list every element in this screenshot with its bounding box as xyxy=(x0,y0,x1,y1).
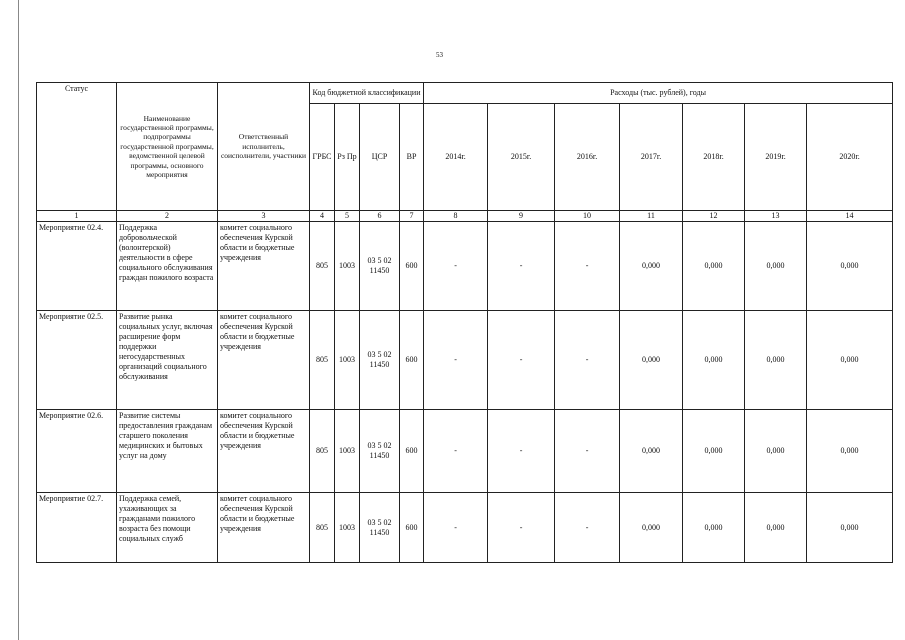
row-value: - xyxy=(555,493,620,563)
table-row xyxy=(37,410,893,493)
row-csr: 03 5 02 11450 xyxy=(360,222,400,311)
row-value: 0,000 xyxy=(807,410,893,493)
column-number: 9 xyxy=(488,211,555,222)
column-number-row xyxy=(37,211,893,222)
column-number: 12 xyxy=(683,211,745,222)
row-value: - xyxy=(555,311,620,410)
column-number: 10 xyxy=(555,211,620,222)
row-executor: комитет социального обеспечения Курской области и бюджетные учреждения xyxy=(218,222,310,311)
row-value: - xyxy=(488,222,555,311)
header-year: 2016г. xyxy=(555,104,620,211)
header-row-1 xyxy=(37,83,893,104)
row-executor: комитет социального обеспечения Курской области и бюджетные учреждения xyxy=(218,410,310,493)
header-executor: Ответственный исполнитель, соисполнители, участники xyxy=(218,83,310,211)
header-year: 2014г. xyxy=(424,104,488,211)
row-status: Мероприятие 02.6. xyxy=(37,410,117,493)
row-status: Мероприятие 02.7. xyxy=(37,493,117,563)
row-csr: 03 5 02 11450 xyxy=(360,311,400,410)
row-grbs: 805 xyxy=(310,493,335,563)
row-status: Мероприятие 02.4. xyxy=(37,222,117,311)
row-value: - xyxy=(488,311,555,410)
column-number: 11 xyxy=(620,211,683,222)
row-grbs: 805 xyxy=(310,311,335,410)
row-executor: комитет социального обеспечения Курской области и бюджетные учреждения xyxy=(218,493,310,563)
column-number: 2 xyxy=(117,211,218,222)
row-grbs: 805 xyxy=(310,222,335,311)
row-value: - xyxy=(424,493,488,563)
header-year: 2017г. xyxy=(620,104,683,211)
row-name: Поддержка добровольческой (волонтерской) деятельности в сфере социального обслуживания граждан пожилого возраста xyxy=(117,222,218,311)
column-number: 3 xyxy=(218,211,310,222)
column-number: 13 xyxy=(745,211,807,222)
column-number: 1 xyxy=(37,211,117,222)
row-value: 0,000 xyxy=(807,493,893,563)
row-grbs: 805 xyxy=(310,410,335,493)
column-number: 8 xyxy=(424,211,488,222)
table-row xyxy=(37,311,893,410)
header-name: Наименование государственной программы, подпрограммы государственной программы, ведомственной целевой программы, основного мероприятия xyxy=(117,83,218,211)
column-number: 4 xyxy=(310,211,335,222)
row-csr: 03 5 02 11450 xyxy=(360,493,400,563)
header-year: 2019г. xyxy=(745,104,807,211)
row-rzpr: 1003 xyxy=(335,410,360,493)
row-value: 0,000 xyxy=(620,222,683,311)
header-year: 2020г. xyxy=(807,104,893,211)
table-row xyxy=(37,493,893,563)
row-rzpr: 1003 xyxy=(335,311,360,410)
header-budget-code: Код бюджетной классификации xyxy=(310,83,424,104)
row-value: 0,000 xyxy=(620,410,683,493)
header-status: Статус xyxy=(37,83,117,211)
header-csr: ЦСР xyxy=(360,104,400,211)
row-csr: 03 5 02 11450 xyxy=(360,410,400,493)
row-value: - xyxy=(555,222,620,311)
row-value: - xyxy=(488,410,555,493)
row-status: Мероприятие 02.5. xyxy=(37,311,117,410)
column-number: 7 xyxy=(400,211,424,222)
row-vr: 600 xyxy=(400,410,424,493)
row-value: 0,000 xyxy=(683,410,745,493)
header-expenses: Расходы (тыс. рублей), годы xyxy=(424,83,893,104)
row-vr: 600 xyxy=(400,493,424,563)
row-value: 0,000 xyxy=(807,311,893,410)
column-number: 6 xyxy=(360,211,400,222)
row-value: 0,000 xyxy=(745,410,807,493)
row-value: 0,000 xyxy=(683,493,745,563)
column-number: 14 xyxy=(807,211,893,222)
row-vr: 600 xyxy=(400,222,424,311)
row-name: Развитие системы предоставления гражданам старшего поколения медицинских и бытовых услуг на дому xyxy=(117,410,218,493)
row-executor: комитет социального обеспечения Курской области и бюджетные учреждения xyxy=(218,311,310,410)
page-number: 53 xyxy=(436,51,443,59)
row-value: - xyxy=(555,410,620,493)
row-rzpr: 1003 xyxy=(335,493,360,563)
header-year: 2015г. xyxy=(488,104,555,211)
row-name: Развитие рынка социальных услуг, включая расширение форм поддержки негосударственных организаций социального обслуживания xyxy=(117,311,218,410)
row-value: - xyxy=(424,410,488,493)
scan-edge-line xyxy=(18,0,19,640)
header-grbs: ГРБС xyxy=(310,104,335,211)
row-value: - xyxy=(424,311,488,410)
header-rzpr: Рз Пр xyxy=(335,104,360,211)
row-value: 0,000 xyxy=(745,493,807,563)
row-value: - xyxy=(424,222,488,311)
row-name: Поддержка семей, ухаживающих за гражданами пожилого возраста без помощи социальных служб xyxy=(117,493,218,563)
row-value: 0,000 xyxy=(620,493,683,563)
row-value: 0,000 xyxy=(745,311,807,410)
column-number: 5 xyxy=(335,211,360,222)
row-value: 0,000 xyxy=(745,222,807,311)
row-rzpr: 1003 xyxy=(335,222,360,311)
row-value: 0,000 xyxy=(620,311,683,410)
row-vr: 600 xyxy=(400,311,424,410)
header-vr: ВР xyxy=(400,104,424,211)
row-value: 0,000 xyxy=(683,311,745,410)
header-year: 2018г. xyxy=(683,104,745,211)
row-value: 0,000 xyxy=(683,222,745,311)
row-value: 0,000 xyxy=(807,222,893,311)
row-value: - xyxy=(488,493,555,563)
budget-table xyxy=(36,82,893,563)
table-row xyxy=(37,222,893,311)
